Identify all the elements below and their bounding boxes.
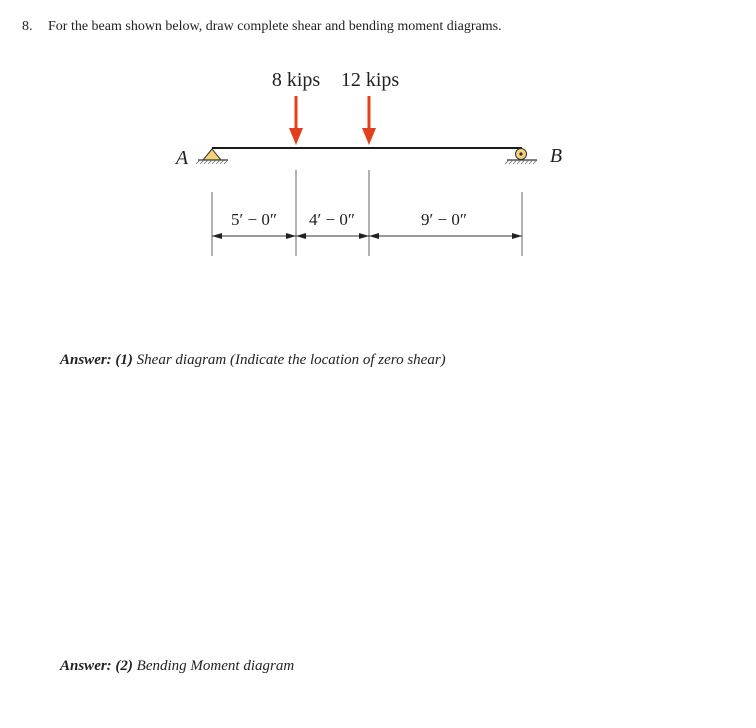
beam-figure (0, 0, 756, 300)
dimension-label-2: 4′ − 0″ (309, 210, 355, 229)
answer-moment-prefix: Answer: (2) (60, 658, 133, 674)
question-number: 8. (22, 19, 33, 34)
answer-shear-text: Shear diagram (Indicate the location of zero shear) (136, 352, 446, 368)
load-label-12kips: 12 kips (340, 69, 400, 91)
answer-shear-prefix: Answer: (1) (60, 352, 133, 368)
roller-support-icon (505, 149, 537, 165)
moment-diagram-answer-area[interactable] (60, 684, 720, 724)
support-label-b: B (549, 145, 563, 167)
pin-support-icon (196, 149, 228, 164)
question-text: For the beam shown below, draw complete shear and bending moment diagrams. (48, 19, 502, 34)
load-arrow-8kips-icon (289, 96, 303, 145)
dimension-label-3: 9′ − 0″ (421, 210, 467, 229)
load-label-8kips: 8 kips (271, 69, 321, 91)
answer-moment (60, 658, 294, 675)
load-arrow-12kips-icon (362, 96, 376, 145)
answer-moment-text: Bending Moment diagram (136, 658, 295, 674)
answer-shear (60, 352, 446, 369)
support-label-a: A (175, 147, 189, 169)
dimension-label-1: 5′ − 0″ (231, 210, 277, 229)
shear-diagram-answer-area[interactable] (60, 378, 720, 648)
